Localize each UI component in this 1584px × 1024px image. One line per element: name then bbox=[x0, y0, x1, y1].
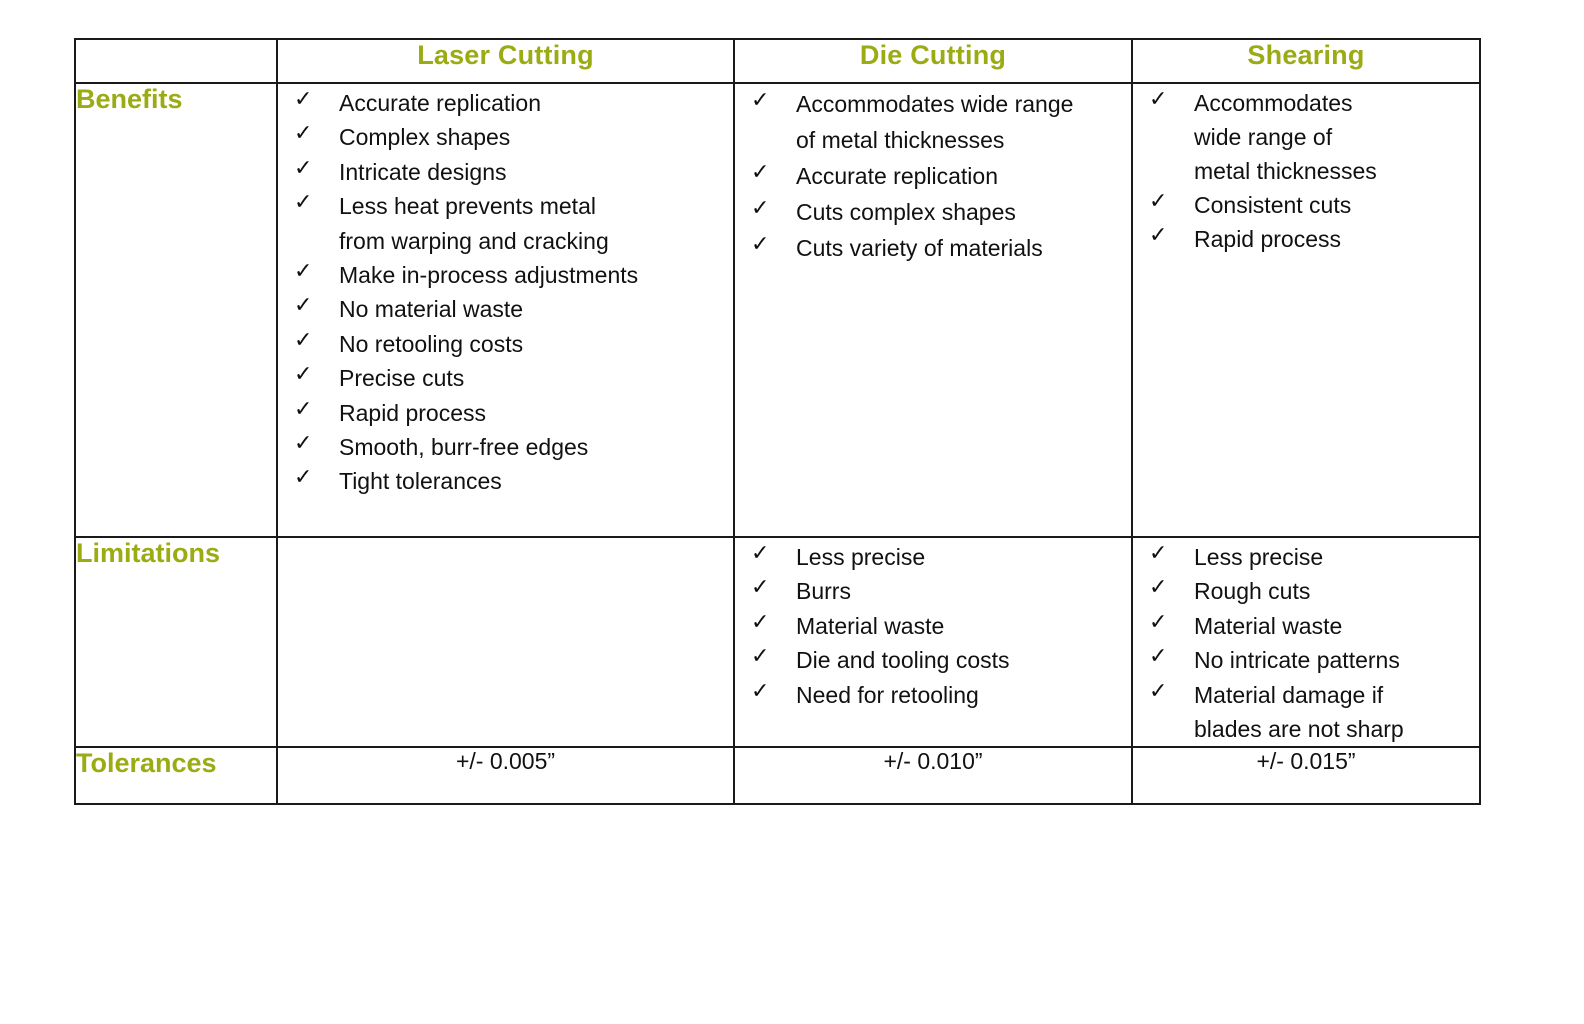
list-item bbox=[278, 120, 733, 154]
list-item-text: Complex shapes bbox=[339, 124, 511, 151]
list-item bbox=[1133, 188, 1479, 222]
list-item bbox=[1133, 86, 1394, 188]
checkmark-icon: ✓ bbox=[1149, 223, 1168, 248]
list-item-text: Cuts complex shapes bbox=[796, 199, 1016, 225]
checkmark-icon: ✓ bbox=[294, 362, 313, 388]
list-item-text: Material waste bbox=[1194, 612, 1343, 639]
checkmark-icon: ✓ bbox=[751, 575, 770, 601]
list-item-text: Smooth, burr-free edges bbox=[339, 434, 589, 461]
list-item-text: Material waste bbox=[796, 612, 945, 639]
list-item-text: Less precise bbox=[796, 544, 926, 570]
list-item-text: Material damage if blades are not sharp bbox=[1194, 681, 1404, 743]
header-row bbox=[75, 39, 1480, 83]
laser-cutting-limitations-cell bbox=[277, 537, 734, 747]
list-item-text: Make in-process adjustments bbox=[339, 262, 639, 289]
column-header-shearing: Shearing bbox=[1132, 39, 1480, 83]
checkmark-icon: ✓ bbox=[1149, 678, 1168, 704]
list-item bbox=[735, 86, 1096, 158]
benefits-row bbox=[75, 83, 1480, 537]
list-item-text: Burrs bbox=[796, 578, 851, 605]
checkmark-icon: ✓ bbox=[1149, 609, 1168, 635]
checkmark-icon: ✓ bbox=[294, 465, 313, 491]
list-item bbox=[735, 194, 1131, 230]
list-item bbox=[735, 609, 1131, 643]
checkmark-icon: ✓ bbox=[751, 196, 770, 221]
checkmark-icon: ✓ bbox=[751, 88, 770, 113]
corner-cell bbox=[75, 39, 277, 83]
die-cutting-benefits-list bbox=[735, 84, 1131, 266]
list-item bbox=[735, 540, 1131, 574]
shearing-limitations-cell bbox=[1132, 537, 1480, 747]
list-item bbox=[278, 327, 733, 361]
checkmark-icon: ✓ bbox=[1149, 541, 1168, 566]
shearing-benefits-list bbox=[1133, 84, 1479, 256]
list-item bbox=[278, 189, 639, 258]
list-item bbox=[735, 158, 1131, 194]
list-item bbox=[278, 86, 649, 120]
list-item-text: Accurate replication bbox=[796, 163, 998, 189]
row-label-tolerances: Tolerances bbox=[75, 747, 277, 804]
tolerances-row bbox=[75, 747, 1480, 804]
list-item bbox=[278, 292, 733, 326]
die-cutting-benefits-cell bbox=[734, 83, 1132, 537]
column-header-die-cutting: Die Cutting bbox=[734, 39, 1132, 83]
die-cutting-limitations-cell bbox=[734, 537, 1132, 747]
die-cutting-tolerance: +/- 0.010” bbox=[734, 747, 1132, 804]
row-label-limitations: Limitations bbox=[75, 537, 277, 747]
list-item bbox=[1133, 643, 1479, 677]
list-item bbox=[1133, 574, 1479, 608]
checkmark-icon: ✓ bbox=[294, 155, 313, 181]
limitations-row bbox=[75, 537, 1480, 747]
list-item bbox=[278, 258, 733, 292]
list-item-text: Rapid process bbox=[339, 399, 487, 426]
list-item-text: No retooling costs bbox=[339, 330, 524, 357]
comparison-table bbox=[74, 38, 1481, 805]
checkmark-icon: ✓ bbox=[751, 609, 770, 635]
row-label-benefits: Benefits bbox=[75, 83, 277, 537]
checkmark-icon: ✓ bbox=[751, 160, 770, 185]
checkmark-icon: ✓ bbox=[294, 121, 313, 147]
list-item-text: Accurate replication bbox=[339, 90, 541, 116]
list-item bbox=[1133, 222, 1479, 256]
checkmark-icon: ✓ bbox=[751, 678, 770, 704]
checkmark-icon: ✓ bbox=[294, 87, 313, 112]
list-item bbox=[1133, 678, 1434, 747]
list-item bbox=[1133, 540, 1479, 574]
list-item-text: Tight tolerances bbox=[339, 468, 502, 495]
list-item-text: Accommodates wide range of metal thicknesses bbox=[796, 91, 1074, 153]
shearing-benefits-cell bbox=[1132, 83, 1480, 537]
list-item-text: No material waste bbox=[339, 296, 524, 323]
checkmark-icon: ✓ bbox=[1149, 189, 1168, 214]
shearing-tolerance: +/- 0.015” bbox=[1132, 747, 1480, 804]
checkmark-icon: ✓ bbox=[294, 396, 313, 422]
list-item bbox=[735, 574, 1131, 608]
list-item-text: Cuts variety of materials bbox=[796, 235, 1043, 261]
list-item bbox=[278, 155, 733, 189]
list-item-text: Die and tooling costs bbox=[796, 647, 1010, 674]
list-item bbox=[278, 464, 733, 498]
laser-cutting-tolerance: +/- 0.005” bbox=[277, 747, 734, 804]
list-item-text: No intricate patterns bbox=[1194, 647, 1400, 674]
list-item-text: Consistent cuts bbox=[1194, 192, 1352, 218]
laser-cutting-benefits-list bbox=[278, 84, 733, 499]
list-item bbox=[278, 396, 733, 430]
list-item-text: Less heat prevents metal from warping and cracking bbox=[339, 193, 609, 254]
list-item-text: Accommodates wide range of metal thicknesses bbox=[1194, 90, 1377, 184]
checkmark-icon: ✓ bbox=[1149, 644, 1168, 670]
checkmark-icon: ✓ bbox=[751, 644, 770, 670]
checkmark-icon: ✓ bbox=[1149, 87, 1168, 112]
list-item bbox=[735, 230, 1131, 266]
list-item-text: Less precise bbox=[1194, 544, 1324, 570]
checkmark-icon: ✓ bbox=[294, 293, 313, 319]
checkmark-icon: ✓ bbox=[751, 232, 770, 257]
list-item-text: Intricate designs bbox=[339, 158, 507, 185]
list-item-text: Rough cuts bbox=[1194, 578, 1311, 605]
list-item bbox=[278, 430, 733, 464]
checkmark-icon: ✓ bbox=[294, 431, 313, 457]
list-item bbox=[735, 678, 1131, 712]
shearing-limitations-list bbox=[1133, 538, 1479, 746]
checkmark-icon: ✓ bbox=[294, 190, 313, 216]
checkmark-icon: ✓ bbox=[294, 327, 313, 353]
checkmark-icon: ✓ bbox=[1149, 575, 1168, 601]
die-cutting-limitations-list bbox=[735, 538, 1131, 712]
list-item bbox=[1133, 609, 1479, 643]
list-item-text: Rapid process bbox=[1194, 226, 1342, 252]
list-item-text: Precise cuts bbox=[339, 365, 465, 392]
list-item-text: Need for retooling bbox=[796, 681, 979, 708]
column-header-laser-cutting: Laser Cutting bbox=[277, 39, 734, 83]
checkmark-icon: ✓ bbox=[751, 541, 770, 566]
list-item bbox=[278, 361, 733, 395]
laser-cutting-benefits-cell bbox=[277, 83, 734, 537]
checkmark-icon: ✓ bbox=[294, 259, 313, 285]
list-item bbox=[735, 643, 1131, 677]
